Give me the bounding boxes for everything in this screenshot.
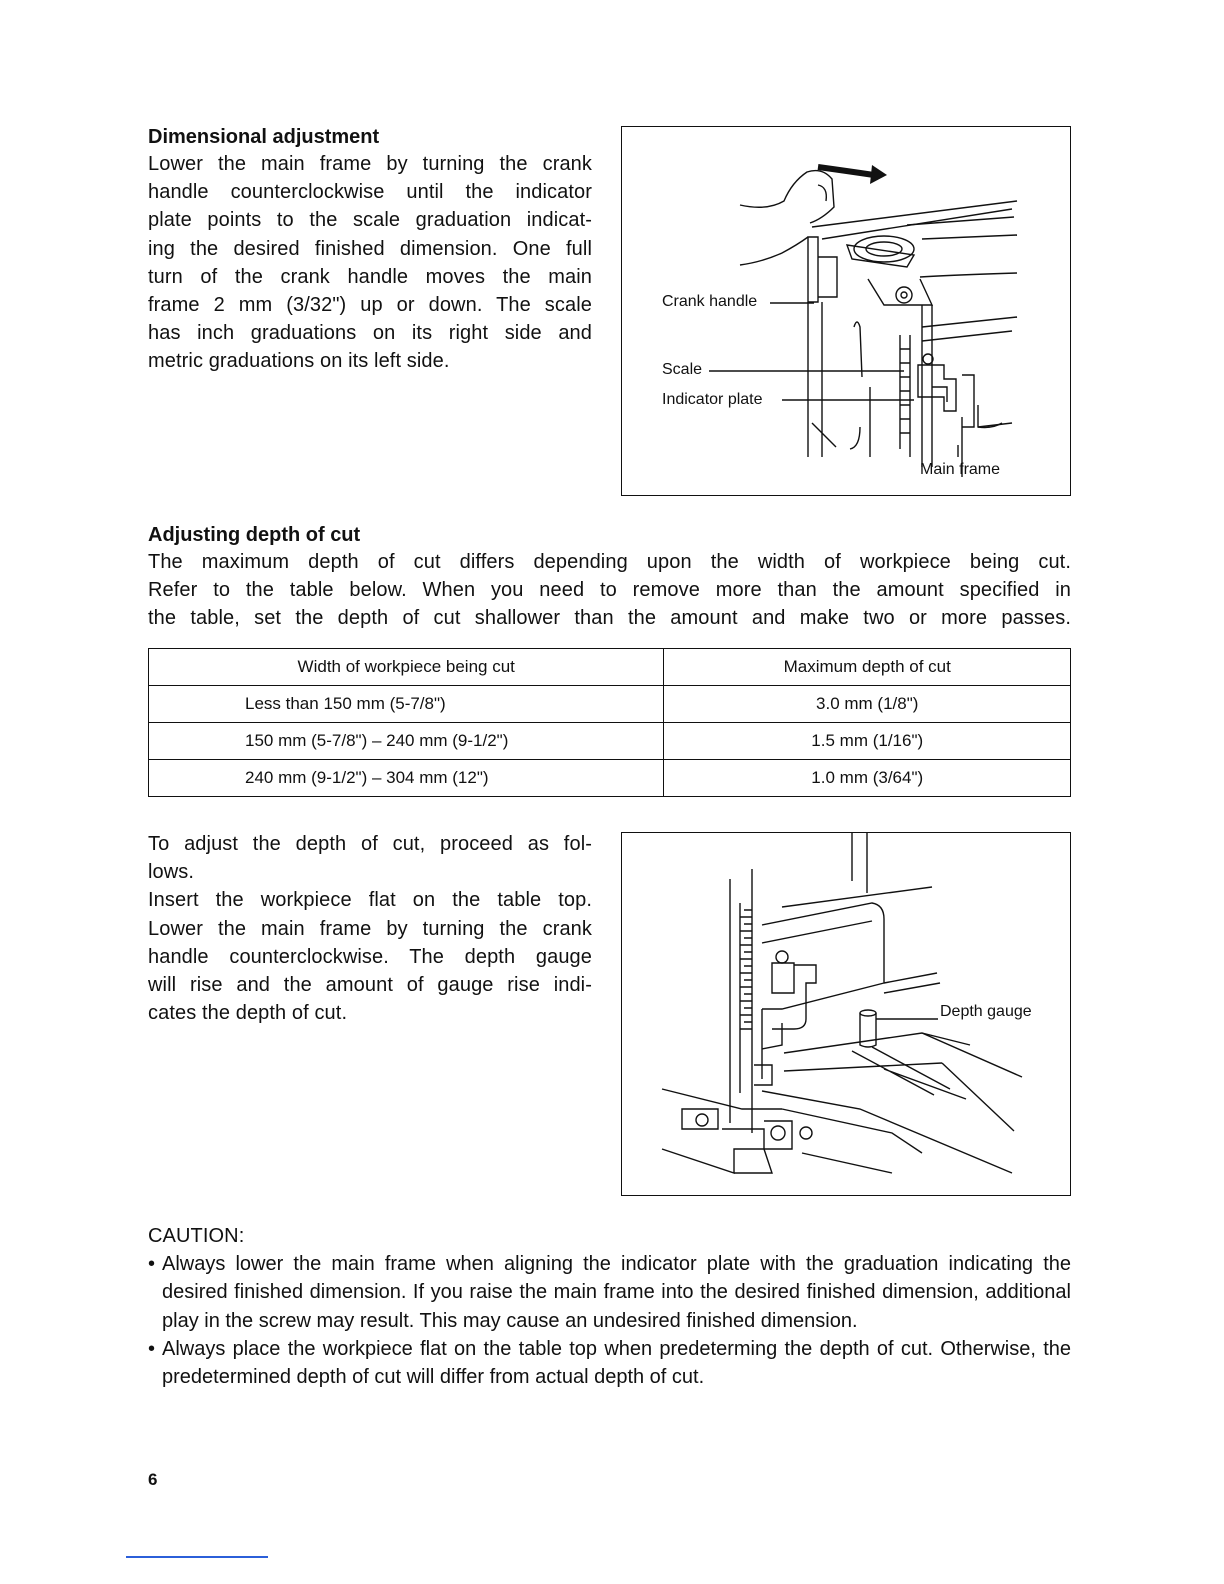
table-header: Maximum depth of cut <box>664 649 1071 686</box>
paragraph-line: the table, set the depth of cut shallower than the amount and make two or more passes. <box>148 607 1071 630</box>
paragraph-line: handle counterclockwise. The depth gauge <box>148 945 592 968</box>
label-scale: Scale <box>662 361 703 378</box>
table-cell: 1.5 mm (1/16") <box>664 723 1071 760</box>
footer-rule <box>126 1556 268 1558</box>
paragraph-line: frame 2 mm (3/32") up or down. The scale <box>148 294 592 317</box>
page-number: 6 <box>148 1470 158 1489</box>
heading-dimensional-adjustment: Dimensional adjustment <box>148 126 380 148</box>
table-row <box>149 686 1071 723</box>
table-header: Width of workpiece being cut <box>149 649 664 686</box>
figure-depth-gauge <box>621 832 1071 1196</box>
caution-item: • Always place the workpiece flat on the table top when predeterming the depth of cut. Otherwise, the predetermined depth of cut will differ from actual depth of cut. <box>148 1335 1071 1391</box>
section-procedure <box>148 830 592 1027</box>
paragraph-line: has inch graduations on its right side and <box>148 322 592 345</box>
paragraph-line: Lower the main frame by turning the crank <box>148 153 592 175</box>
table-cell: Less than 150 mm (5-7/8") <box>149 686 664 723</box>
table-row <box>149 723 1071 760</box>
table-header-row <box>149 649 1071 686</box>
paragraph-line: lows. <box>148 861 195 884</box>
section-adjusting-depth <box>148 522 1071 633</box>
table-cell: 150 mm (5-7/8") – 240 mm (9-1/2") <box>149 723 664 760</box>
caution-item: • Always lower the main frame when aligning the indicator plate with the graduation indicating the desired finished dimension. If you raise the main frame into the desired finished dimension, additional play in the screw may result. This may cause an undesired finished dimension. <box>148 1250 1071 1335</box>
label-crank-handle: Crank handle <box>662 293 758 310</box>
paragraph-line: ing the desired finished dimension. One full <box>148 237 592 260</box>
table-cell: 1.0 mm (3/64") <box>664 760 1071 797</box>
table-cell: 240 mm (9-1/2") – 304 mm (12") <box>149 760 664 797</box>
label-depth-gauge: Depth gauge <box>940 1003 1032 1020</box>
paragraph-line: To adjust the depth of cut, proceed as fol- <box>148 833 592 855</box>
paragraph-line: The maximum depth of cut differs depending upon the width of workpiece being cut. <box>148 551 1071 573</box>
paragraph-line: Refer to the table below. When you need to remove more than the amount specified in <box>148 579 1071 602</box>
paragraph-line: handle counterclockwise until the indicator <box>148 181 592 204</box>
caution-title: CAUTION: <box>148 1225 245 1247</box>
caution-section <box>148 1222 1071 1391</box>
section-dimensional-adjustment <box>148 124 592 376</box>
label-main-frame: Main frame <box>920 461 1001 478</box>
paragraph-line: turn of the crank handle moves the main <box>148 265 592 288</box>
heading-adjusting-depth-of-cut: Adjusting depth of cut <box>148 524 361 546</box>
figure-crank-handle-scale <box>621 126 1071 496</box>
depth-of-cut-table <box>148 648 1071 797</box>
paragraph-line: cates the depth of cut. <box>148 1002 348 1025</box>
table-cell: 3.0 mm (1/8") <box>664 686 1071 723</box>
table-row <box>149 760 1071 797</box>
paragraph-line: will rise and the amount of gauge rise indi- <box>148 974 592 997</box>
label-indicator-plate: Indicator plate <box>662 391 763 408</box>
caution-list <box>148 1250 1071 1391</box>
paragraph-line: Insert the workpiece flat on the table top. <box>148 889 592 912</box>
paragraph-line: metric graduations on its left side. <box>148 350 450 373</box>
paragraph-line: Lower the main frame by turning the crank <box>148 917 592 940</box>
paragraph-line: plate points to the scale graduation indicat- <box>148 209 592 232</box>
planer-crank-illustration <box>622 127 1070 495</box>
